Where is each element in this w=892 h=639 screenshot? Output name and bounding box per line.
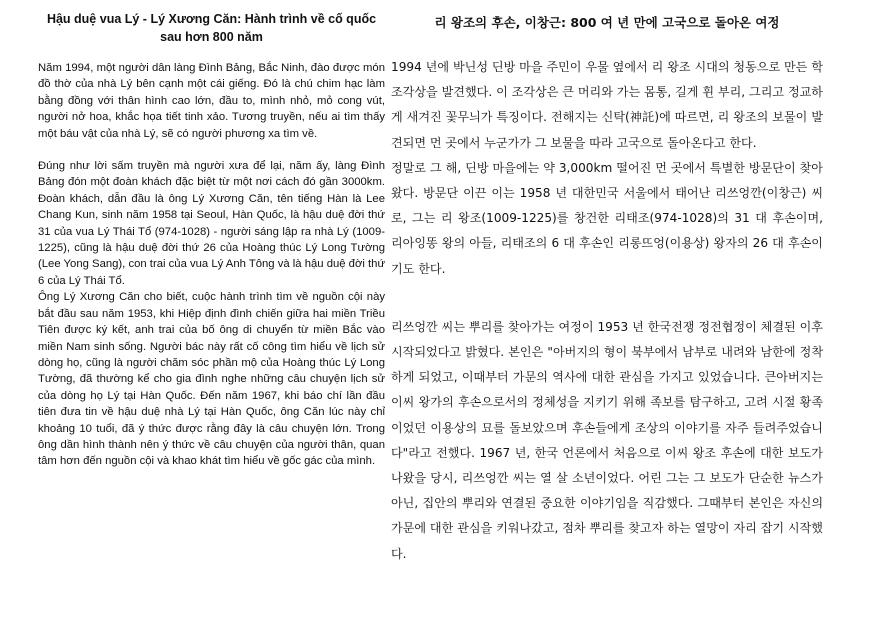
korean-paragraph-3: 리쓰엉깐 씨는 뿌리를 찾아가는 여정이 1953 년 한국전쟁 정전협정이 체결된 이후 시작되었다고 밝혔다. 본인은 "아버지의 형이 북부에서 남부로 내려와 남한에 정착하게 되었고, 이때부터 가문의 역사에 대한 관심을 가지고 있었습니다. 큰아버지는 이씨 왕가의 후손으로서의 정체성을 지키기 위해 족보를 탐구하고, 고려 시절 황족이었던 이용상의 묘를 돌보았으며 후손들에게 조상의 이야기를 자주 들려주었습니다"라고 전했다. 1967 년, 한국 언론에서 처음으로 이씨 왕조 후손에 대한 보도가 나왔을 당시, 리쓰엉깐 씨는 열 살 소년이었다. 어린 그는 그 보도가 단순한 뉴스가 아닌, 집안의 뿌리와 연결된 중요한 이야기임을 직감했다. 그때부터 본인은 자신의 가문에 대한 관심을 키워나갔고, 점차 뿌리를 찾고자 하는 열망이 자리 잡기 시작했다.	[391, 319, 823, 561]
paragraph-spacer	[391, 282, 823, 315]
paragraph-spacer	[38, 142, 385, 158]
korean-paragraph-1: 1994 년에 박닌성 딘방 마을 주민이 우물 옆에서 리 왕조 시대의 청동으로 만든 학 조각상을 발견했다. 이 조각상은 큰 머리와 가는 몸통, 길게 휜 부리, 그리고 정교하게 새겨진 꽃무늬가 특징이다. 전해지는 신탁(神託)에 따르면, 리 왕조의 보물이 발견되면 먼 곳에서 누군가가 그 보물을 따라 고국으로 돌아온다고 한다.	[391, 60, 823, 150]
korean-column	[391, 10, 823, 567]
vietnamese-paragraph-2: Đúng như lời sấm truyền mà người xưa để lại, năm ấy, làng Đình Bảng đón một đoàn khách đặc biệt từ một nơi cách đó gần 3000km. Đoàn khách, dẫn đầu là ông Lý Xương Căn, tên tiếng Hàn là Lee Chang Kun, sinh năm 1958 tại Seoul, Hàn Quốc, là hậu duệ đời thứ 31 của vua Lý Thái Tổ (974-1028) - người sáng lập ra nhà Lý (1009-1225), cũng là hậu duệ đời thứ 26 của Hoàng thúc Lý Long Tường (Lee Yong Sang), con trai của vua Lý Anh Tông và là hậu duệ đời thứ 6 của Lý Thái Tổ.	[38, 160, 386, 287]
vietnamese-column	[38, 10, 385, 470]
vietnamese-title: Hậu duệ vua Lý - Lý Xương Căn: Hành trình về cố quốc sau hơn 800 năm	[46, 12, 377, 44]
vietnamese-paragraph-3: Ông Lý Xương Căn cho biết, cuộc hành trình tìm về nguồn cội này bắt đầu sau năm 1953, khi Hiệp định đình chiến giữa hai miền Triều Tiên được ký kết, anh trai của bố ông di chuyển từ miền Bắc vào miền Nam sinh sống. Người bác này rất cố công tìm hiểu về lịch sử dòng họ, cũng là người chăm sóc phần mộ của Hoàng thúc Lý Long Tường, đã thường kể cho gia đình nghe những câu chuyện lịch sử của dòng họ Lý tại Hàn Quốc. Đến năm 1967, khi báo chí lần đầu tiên đưa tin về hậu duệ nhà Lý tại Hàn Quốc, ông Căn lúc này chỉ khoảng 10 tuổi, đã ý thức được rằng đây là câu chuyện lớn. Trong ông dần hình thành nên ý thức về câu chuyện của người thân, quan tâm hơn đến nguồn cội và khao khát tìm hiểu về gốc gác của mình.	[38, 291, 385, 468]
korean-title: 리 왕조의 후손, 이창근: 800 여 년 만에 고국으로 돌아온 여정	[434, 15, 780, 30]
korean-paragraph-2: 정말로 그 해, 딘방 마을에는 약 3,000km 떨어진 먼 곳에서 특별한 방문단이 찾아왔다. 방문단 이끈 이는 1958 년 대한민국 서울에서 태어난 리쓰엉깐(이창근) 씨로, 그는 리 왕조(1009-1225)를 창건한 리태조(974-1028)의 31 대 후손이며, 리아잉똥 왕의 아들, 리태조의 6 대 후손인 리롱뜨엉(이용상) 왕자의 26 대 후손이기도 한다.	[391, 160, 823, 276]
vietnamese-paragraph-1: Năm 1994, một người dân làng Đình Bảng, Bắc Ninh, đào được món đồ thờ của nhà Lý bên cạnh một cái giếng. Đó là chú chim hạc làm bằng đồng với thân hình cao lớn, đầu to, mình nhỏ, mỏ cong vút, người nở hoa, khắc họa tiết tinh xảo. Tương truyền, nếu ai tìm thấy một báu vật của nhà Lý, sẽ có người phương xa tìm về.	[38, 62, 385, 140]
